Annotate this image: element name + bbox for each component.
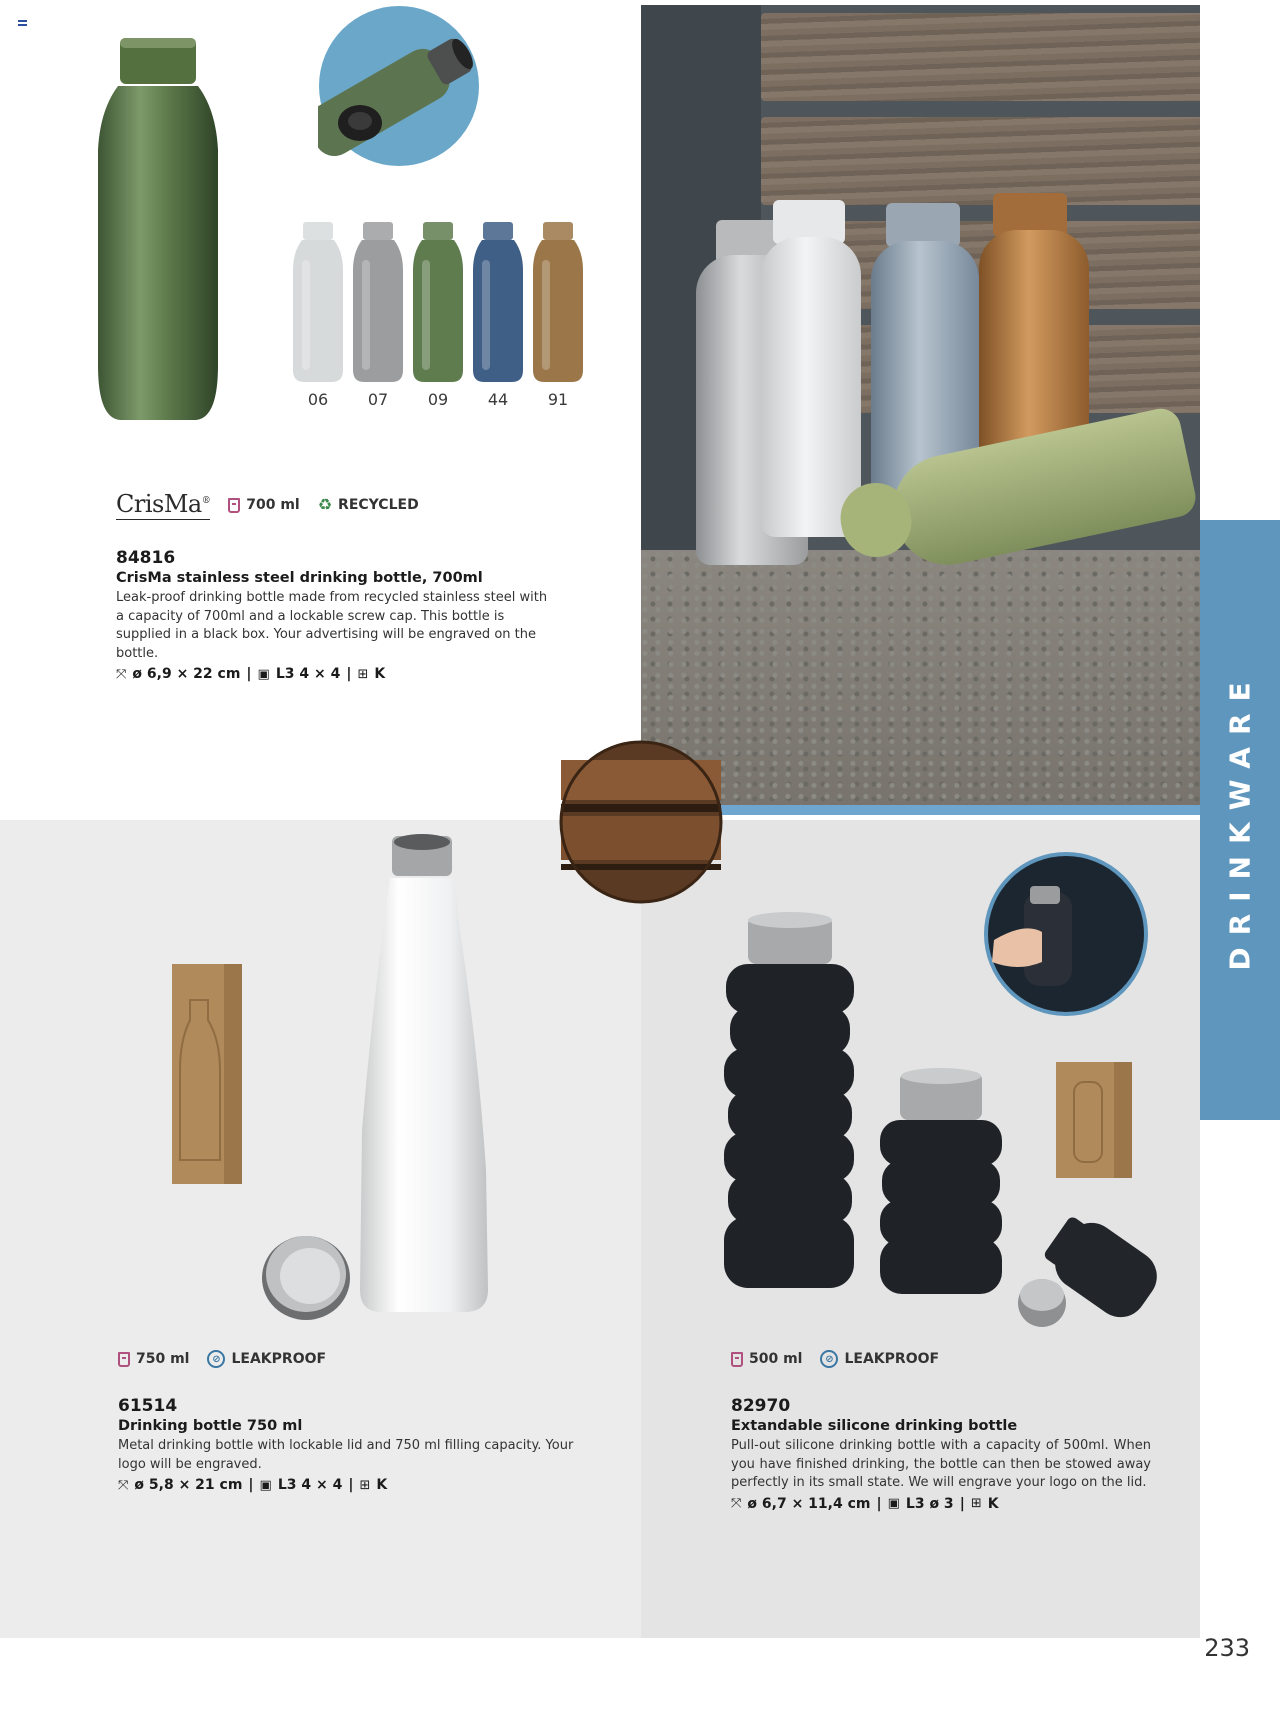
dimensions-icon: ⤧ [118, 1477, 129, 1493]
print-area-value: L3 4 × 4 [275, 666, 341, 682]
print-area-icon: ▣ [887, 1496, 900, 1511]
recycled-badge [318, 497, 419, 513]
green-bottle-image [90, 30, 230, 430]
dimensions-icon: ⤧ [731, 1496, 742, 1511]
lifestyle-photo [641, 5, 1200, 815]
variant-bottle-91 [530, 220, 586, 385]
variant-bottle-44 [470, 220, 526, 385]
dimensions-value: ø 6,9 × 22 cm [132, 666, 241, 682]
color-code-label: 06 [307, 390, 329, 409]
packaging-value: K [376, 1477, 388, 1493]
leakproof-icon: ⊘ [820, 1350, 838, 1368]
leakproof-badge [820, 1350, 939, 1368]
crisma-logo: CrisMa® [116, 490, 211, 518]
color-code-label: 44 [487, 390, 509, 409]
silicone-collapsed-image [1016, 1215, 1161, 1330]
color-code-label: 09 [427, 390, 449, 409]
product-specs: ⤧ ø 6,7 × 11,4 cm | ▣ L3 ø 3 | ⊞ K [731, 1495, 999, 1512]
cardboard-box-image [168, 960, 248, 1190]
capacity-value: 700 ml [246, 497, 300, 513]
product-specs: ⤧ ø 6,9 × 22 cm | ▣ L3 4 × 4 | ⊞ K [116, 666, 386, 682]
product-61514-badges [118, 1350, 578, 1368]
product-number: 61514 [118, 1396, 178, 1416]
packaging-value: K [374, 666, 386, 682]
dimensions-icon: ⤧ [116, 666, 127, 682]
packaging-icon: ⊞ [357, 666, 369, 682]
capacity-cup-icon [731, 1352, 743, 1367]
silicone-bottle-short-image [876, 1068, 1006, 1298]
product-title: Extandable silicone drinking bottle [731, 1418, 1018, 1434]
packaging-icon: ⊞ [970, 1496, 982, 1511]
capacity-value: 500 ml [749, 1351, 803, 1367]
product-description: Pull-out silicone drinking bottle with a capacity of 500ml. When you have finished drinking, the bottle can then be stowed away perfectly in its small state. We will engrave your logo on the lid. [731, 1438, 1151, 1490]
capacity-value: 750 ml [136, 1351, 190, 1367]
capacity-cup-icon [228, 498, 240, 513]
product-specs: ⤧ ø 5,8 × 21 cm | ▣ L3 4 × 4 | ⊞ K [118, 1477, 388, 1493]
color-code-label: 07 [367, 390, 389, 409]
product-82970 [731, 1350, 1151, 1512]
dimensions-value: ø 5,8 × 21 cm [134, 1477, 243, 1493]
product-number: 82970 [731, 1396, 791, 1416]
product-84816 [116, 490, 556, 682]
wood-detail-circle [559, 740, 723, 904]
dimensions-value: ø 6,7 × 11,4 cm [747, 1495, 871, 1512]
in-use-circle [984, 852, 1148, 1016]
print-area-value: L3 4 × 4 [277, 1477, 343, 1493]
product-title: CrisMa stainless steel drinking bottle, 700ml [116, 570, 483, 586]
cardboard-box-small-image [1052, 1058, 1136, 1182]
feature-label: RECYCLED [338, 497, 419, 513]
print-area-icon: ▣ [259, 1477, 272, 1493]
product-82970-badges [731, 1350, 1151, 1368]
feature-label: LEAKPROOF [231, 1351, 327, 1367]
product-description: Metal drinking bottle with lockable lid and 750 ml filling capacity. Your logo will be engraved. [118, 1438, 574, 1472]
section-tab-label: DRINKWARE [1223, 669, 1257, 971]
recycle-icon: ♻ [317, 495, 333, 514]
capacity-badge [228, 497, 299, 513]
product-61514 [118, 1350, 578, 1493]
white-bottle-image [356, 830, 492, 1320]
product-title: Drinking bottle 750 ml [118, 1418, 303, 1434]
silicone-bottle-tall-image [720, 910, 860, 1295]
print-area-value: L3 ø 3 [905, 1495, 954, 1512]
variant-bottle-06 [290, 220, 346, 385]
product-description: Leak-proof drinking bottle made from recycled stainless steel with a capacity of 700ml and a lockable screw cap. This bottle is supplied in a black box. Your advertising will be engraved on the bottle. [116, 590, 548, 661]
page-number: 233 [1204, 1634, 1250, 1662]
capacity-badge [118, 1351, 189, 1367]
variant-bottle-09 [410, 220, 466, 385]
variant-bottle-07 [350, 220, 406, 385]
product-number: 84816 [116, 548, 176, 568]
color-code-label: 91 [547, 390, 569, 409]
menu-mark-icon [18, 20, 27, 26]
section-tab[interactable] [1200, 520, 1280, 1120]
packaging-value: K [987, 1495, 999, 1512]
packaging-icon: ⊞ [359, 1477, 371, 1493]
print-area-icon: ▣ [257, 666, 270, 682]
steel-lid-image [258, 1228, 354, 1324]
feature-label: LEAKPROOF [844, 1351, 940, 1367]
capacity-badge [731, 1351, 802, 1367]
product-84816-badges [116, 490, 556, 520]
leakproof-badge [207, 1350, 326, 1368]
bottle-closeup-circle [318, 5, 480, 167]
leakproof-icon: ⊘ [207, 1350, 225, 1368]
capacity-cup-icon [118, 1352, 130, 1367]
